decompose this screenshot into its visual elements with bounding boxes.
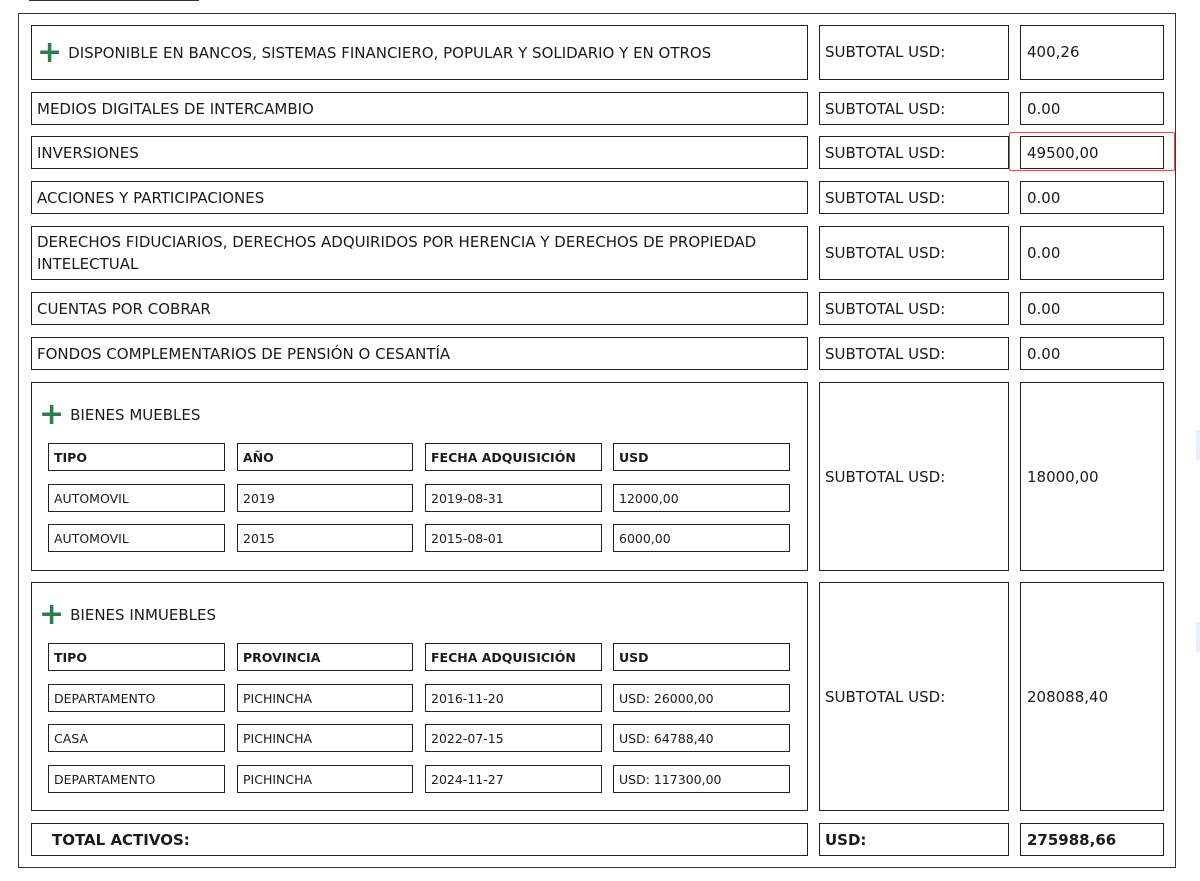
plus-icon[interactable]: +	[39, 597, 65, 632]
subtotal-value-derechos[interactable]: 0.00	[1020, 226, 1164, 280]
table-cell[interactable]: 2016-11-20	[425, 684, 602, 712]
table-cell[interactable]: 2015-08-01	[425, 524, 602, 552]
table-cell[interactable]: PICHINCHA	[237, 684, 413, 712]
table-cell[interactable]: DEPARTAMENTO	[48, 684, 225, 712]
row-medios-digitales[interactable]: MEDIOS DIGITALES DE INTERCAMBIO	[31, 92, 808, 125]
total-currency: USD:	[819, 823, 1009, 856]
subtotal-value-inversiones[interactable]: 49500,00	[1020, 136, 1164, 169]
subtotal-value-inmuebles[interactable]: 208088,40	[1020, 582, 1164, 811]
col-header-provincia: PROVINCIA	[237, 643, 413, 671]
table-cell[interactable]: USD: 117300,00	[613, 765, 790, 793]
plus-icon[interactable]: +	[37, 34, 63, 70]
plus-icon[interactable]: +	[39, 397, 65, 432]
subtotal-label: SUBTOTAL USD:	[819, 582, 1009, 811]
col-header-fecha: FECHA ADQUISICIÓN	[425, 443, 602, 471]
table-cell[interactable]: 2019	[237, 484, 413, 512]
col-header-ano: AÑO	[237, 443, 413, 471]
edge-strip	[1196, 430, 1200, 460]
row-acciones[interactable]: ACCIONES Y PARTICIPACIONES	[31, 181, 808, 214]
row-cuentas-cobrar[interactable]: CUENTAS POR COBRAR	[31, 292, 808, 325]
subtotal-label: SUBTOTAL USD:	[819, 136, 1009, 169]
edge-strip	[1196, 622, 1200, 652]
subtotal-value-medios[interactable]: 0.00	[1020, 92, 1164, 125]
table-cell[interactable]: DEPARTAMENTO	[48, 765, 225, 793]
subtotal-label: SUBTOTAL USD:	[819, 92, 1009, 125]
row-derechos[interactable]: DERECHOS FIDUCIARIOS, DERECHOS ADQUIRIDOS POR HERENCIA Y DERECHOS DE PROPIEDAD INTELECTUAL	[31, 226, 808, 280]
col-header-tipo: TIPO	[48, 443, 225, 471]
col-header-fecha: FECHA ADQUISICIÓN	[425, 643, 602, 671]
table-cell[interactable]: PICHINCHA	[237, 724, 413, 752]
col-header-usd: USD	[613, 443, 790, 471]
subtotal-value-fondos[interactable]: 0.00	[1020, 337, 1164, 370]
table-cell[interactable]: 2022-07-15	[425, 724, 602, 752]
row-label: DISPONIBLE EN BANCOS, SISTEMAS FINANCIERO, POPULAR Y SOLIDARIO Y EN OTROS	[68, 43, 712, 62]
total-value: 275988,66	[1020, 823, 1164, 856]
table-cell[interactable]: 2015	[237, 524, 413, 552]
inmuebles-title: BIENES INMUEBLES	[70, 606, 217, 624]
subtotal-label: SUBTOTAL USD:	[819, 337, 1009, 370]
col-header-usd: USD	[613, 643, 790, 671]
subtotal-value-acciones[interactable]: 0.00	[1020, 181, 1164, 214]
table-cell[interactable]: PICHINCHA	[237, 765, 413, 793]
subtotal-label: SUBTOTAL USD:	[819, 226, 1009, 280]
subtotal-value-disponible[interactable]: 400,26	[1020, 25, 1164, 80]
muebles-header	[39, 397, 201, 432]
table-cell[interactable]: 6000,00	[613, 524, 790, 552]
subtotal-label: SUBTOTAL USD:	[819, 181, 1009, 214]
row-inversiones[interactable]: INVERSIONES	[31, 136, 808, 169]
subtotal-value-cuentas[interactable]: 0.00	[1020, 292, 1164, 325]
col-header-tipo: TIPO	[48, 643, 225, 671]
inmuebles-header	[39, 597, 217, 632]
total-label: TOTAL ACTIVOS:	[31, 823, 808, 856]
muebles-title: BIENES MUEBLES	[70, 406, 201, 424]
subtotal-value-muebles[interactable]: 18000,00	[1020, 382, 1164, 571]
focus-highlight	[1009, 132, 1175, 171]
table-cell[interactable]: AUTOMOVIL	[48, 524, 225, 552]
top-divider	[29, 0, 199, 1]
table-cell[interactable]: CASA	[48, 724, 225, 752]
table-cell[interactable]: 12000,00	[613, 484, 790, 512]
table-cell[interactable]: USD: 26000,00	[613, 684, 790, 712]
table-cell[interactable]: AUTOMOVIL	[48, 484, 225, 512]
subtotal-label: SUBTOTAL USD:	[819, 382, 1009, 571]
table-cell[interactable]: USD: 64788,40	[613, 724, 790, 752]
subtotal-label: SUBTOTAL USD:	[819, 25, 1009, 80]
row-fondos[interactable]: FONDOS COMPLEMENTARIOS DE PENSIÓN O CESANTÍA	[31, 337, 808, 370]
table-cell[interactable]: 2024-11-27	[425, 765, 602, 793]
row-disponible[interactable]	[31, 25, 808, 80]
table-cell[interactable]: 2019-08-31	[425, 484, 602, 512]
subtotal-label: SUBTOTAL USD:	[819, 292, 1009, 325]
